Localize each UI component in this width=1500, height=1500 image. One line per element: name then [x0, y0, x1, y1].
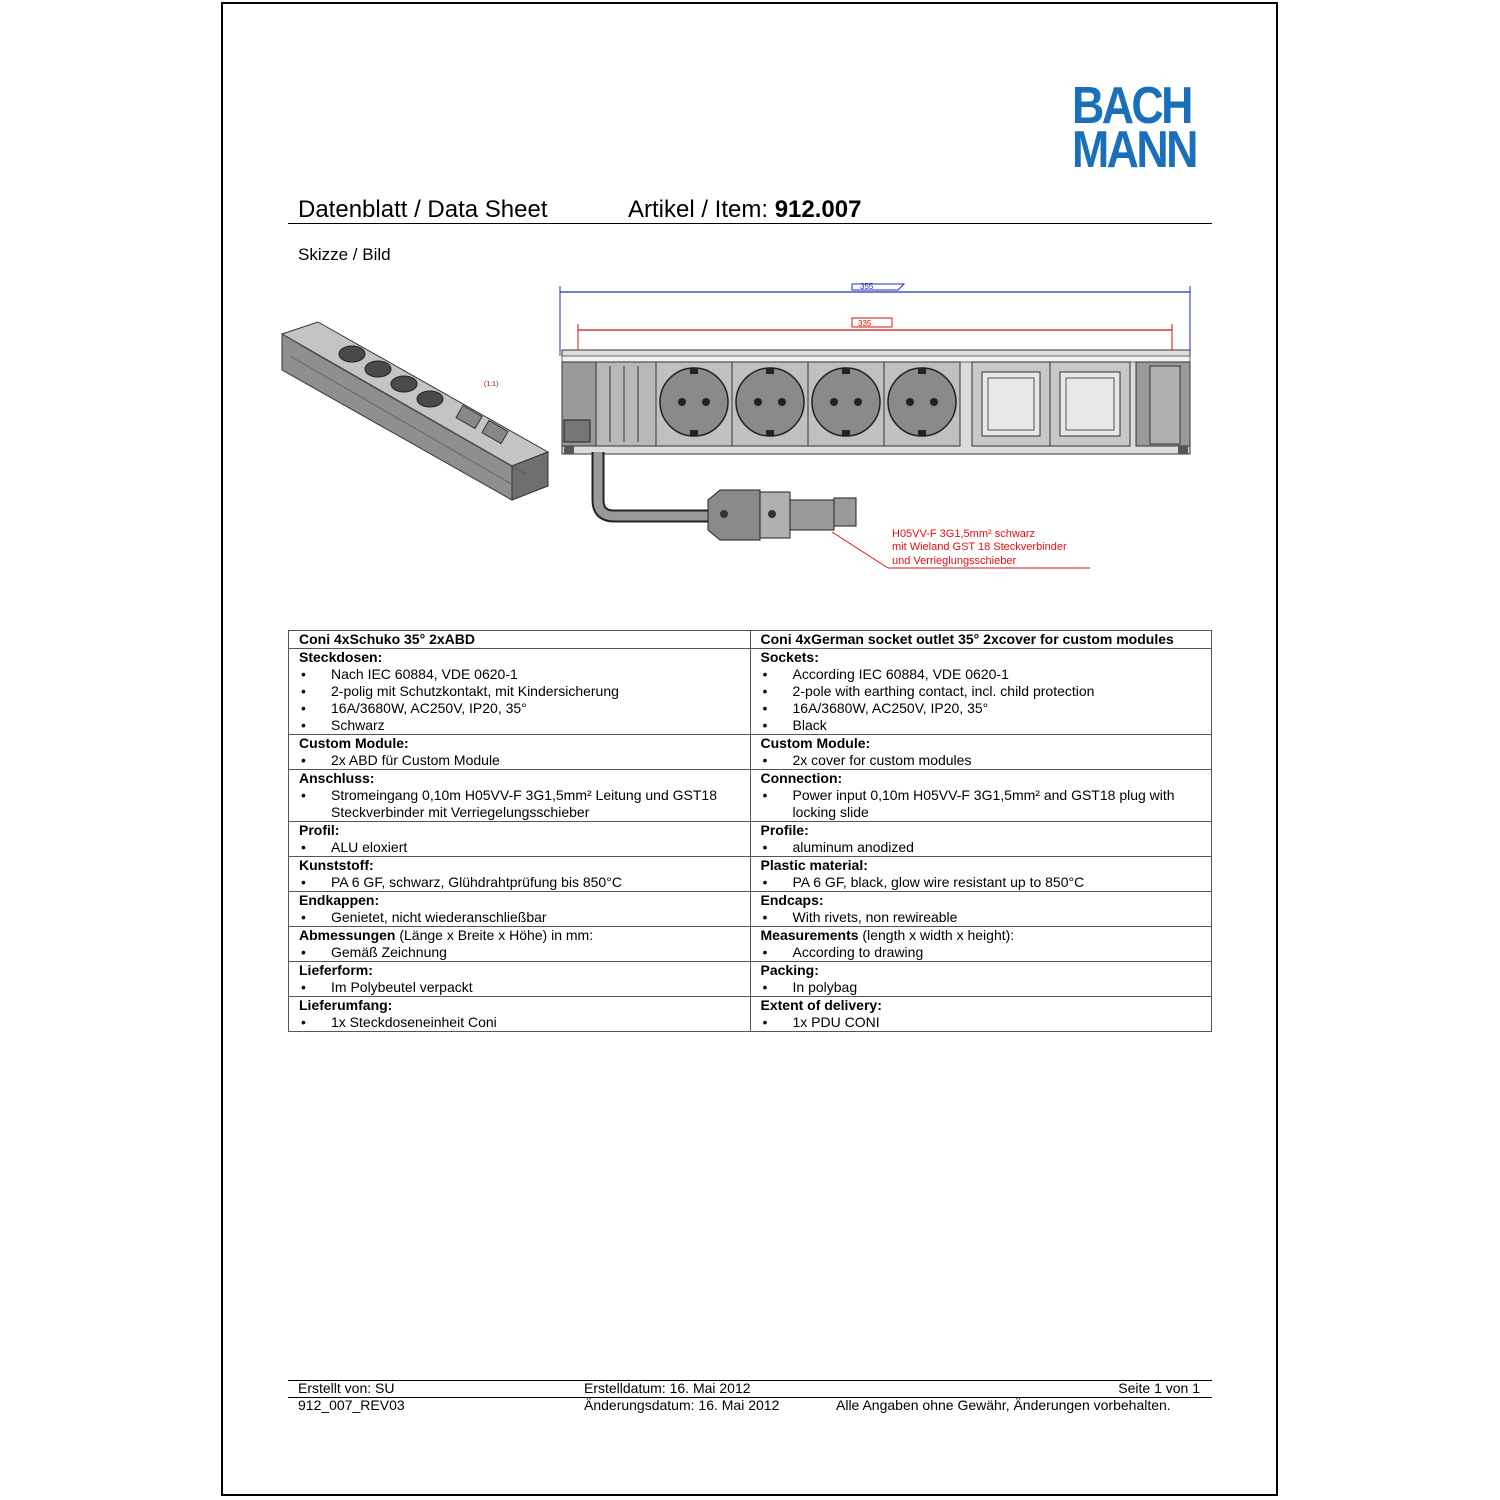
spec-bullet-item: • According IEC 60884, VDE 0620-1: [761, 666, 1212, 683]
spec-section-heading: [299, 735, 750, 752]
spec-cell-de: [289, 962, 751, 997]
spec-section-row: [289, 770, 1212, 822]
cable-annotation: [832, 528, 1090, 568]
spec-title-row: [289, 631, 1212, 649]
spec-cell-en: [750, 962, 1212, 997]
custom-module-cover-1: [972, 362, 1050, 446]
spec-section-heading: [299, 892, 750, 909]
spec-section-row: [289, 822, 1212, 857]
spec-cell-en: [750, 927, 1212, 962]
spec-cell-de: [289, 997, 751, 1032]
spec-bullet-item: • 16A/3680W, AC250V, IP20, 35°: [299, 700, 750, 717]
schuko-socket-2: [732, 362, 808, 446]
spec-bullet-item: • ALU eloxiert: [299, 839, 750, 856]
spec-section-title: Kunststoff:: [299, 857, 374, 873]
spec-bullet-item: • Im Polybeutel verpackt: [299, 979, 750, 996]
spec-section-row: [289, 892, 1212, 927]
product-drawing: [270, 270, 1210, 580]
spec-section-heading: [761, 735, 1212, 752]
spec-section-title: Sockets:: [760, 649, 819, 665]
spec-bullet-item: • 16A/3680W, AC250V, IP20, 35°: [761, 700, 1212, 717]
spec-section-heading: [761, 892, 1212, 909]
spec-section-title: Abmessungen: [299, 927, 396, 943]
spec-cell-de: [289, 770, 751, 822]
spec-section-heading: [299, 770, 750, 787]
spec-section-title: Profil:: [299, 822, 340, 838]
spec-section-title: Plastic material:: [760, 857, 868, 873]
spec-bullet-item: • aluminum anodized: [761, 839, 1212, 856]
spec-section-title: Extent of delivery:: [760, 997, 882, 1013]
spec-section-row: [289, 927, 1212, 962]
spec-bullet-item: • Black: [761, 717, 1212, 734]
spec-cell-en: [750, 997, 1212, 1032]
cable-connector: [598, 452, 856, 540]
spec-section-row: [289, 857, 1212, 892]
spec-bullet-item: • With rivets, non rewireable: [761, 909, 1212, 926]
footer-modified-date: Änderungsdatum: 16. Mai 2012: [584, 1397, 780, 1413]
bachmann-logo: [1072, 77, 1196, 179]
spec-section-heading: [761, 962, 1212, 979]
schuko-socket-1: [656, 362, 732, 446]
cable-note-3: und Verrieglungsschieber: [892, 555, 1017, 567]
dim-outer-label: 355: [860, 282, 874, 291]
spec-bullet-item: • Stromeingang 0,10m H05VV-F 3G1,5mm² Leitung und GST18 Steckverbinder mit Verriegelungsschieber: [299, 787, 750, 821]
dimension-lines: [560, 282, 1190, 356]
spec-section-title: Endcaps:: [760, 892, 824, 908]
footer-created-by: Erstellt von: SU: [298, 1380, 395, 1396]
spec-section-row: [289, 735, 1212, 770]
spec-cell-en: [750, 857, 1212, 892]
spec-section-title: Custom Module:: [760, 735, 871, 751]
spec-section-heading: [761, 822, 1212, 839]
spec-cell-en: [750, 649, 1212, 735]
spec-bullet-item: • 1x Steckdoseneinheit Coni: [299, 1014, 750, 1031]
spec-section-title: Endkappen:: [299, 892, 380, 908]
spec-section-heading: [299, 822, 750, 839]
spec-cell-de: [289, 857, 751, 892]
item-heading: [628, 196, 861, 224]
spec-section-title: Custom Module:: [299, 735, 409, 751]
spec-section-title: Measurements: [760, 927, 859, 943]
spec-section-heading: [761, 997, 1212, 1014]
spec-section-suffix: (length x width x height):: [858, 927, 1015, 943]
spec-section-row: [289, 962, 1212, 997]
cable-note-2: mit Wieland GST 18 Steckverbinder: [892, 541, 1067, 553]
document-title: Datenblatt / Data Sheet: [298, 196, 548, 223]
spec-section-title: Connection:: [760, 770, 843, 786]
spec-bullet-item: • 2x cover for custom modules: [761, 752, 1212, 769]
item-number: 912.007: [774, 196, 862, 223]
spec-section-heading: [761, 857, 1212, 874]
spec-section-title: Lieferumfang:: [299, 997, 393, 1013]
spec-bullet-item: • 2-polig mit Schutzkontakt, mit Kindersicherung: [299, 683, 750, 700]
spec-section-heading: [299, 927, 750, 944]
footer-created-date: Erstelldatum: 16. Mai 2012: [584, 1380, 751, 1396]
spec-section-title: Profile:: [760, 822, 809, 838]
item-label: Artikel / Item:: [628, 196, 769, 223]
spec-title-en: Coni 4xGerman socket outlet 35° 2xcover for custom modules: [750, 631, 1212, 649]
cable-note-1: H05VV-F 3G1,5mm² schwarz: [892, 528, 1036, 540]
spec-section-row: [289, 997, 1212, 1032]
spec-section-heading: [299, 997, 750, 1014]
logo-line-2: MANN: [1072, 121, 1196, 179]
spec-section-title: Packing:: [760, 962, 819, 978]
spec-section-heading: [299, 962, 750, 979]
logo-line-1: BACH: [1072, 77, 1191, 135]
spec-bullet-item: • Schwarz: [299, 717, 750, 734]
spec-section-heading: [761, 649, 1212, 666]
footer-disclaimer: Alle Angaben ohne Gewähr, Änderungen vorbehalten.: [836, 1397, 1171, 1413]
spec-cell-en: [750, 892, 1212, 927]
spec-bullet-item: • Gemäß Zeichnung: [299, 944, 750, 961]
spec-section-heading: [299, 857, 750, 874]
spec-bullet-item: • Power input 0,10m H05VV-F 3G1,5mm² and GST18 plug with locking slide: [761, 787, 1212, 821]
spec-section-title: Anschluss:: [299, 770, 375, 786]
isometric-view: [282, 322, 548, 500]
spec-section-heading: [761, 927, 1212, 944]
spec-bullet-item: • Genietet, nicht wiederanschließbar: [299, 909, 750, 926]
spec-section-heading: [761, 770, 1212, 787]
spec-bullet-item: • PA 6 GF, schwarz, Glühdrahtprüfung bis 850°C: [299, 874, 750, 891]
spec-cell-en: [750, 822, 1212, 857]
spec-bullet-item: • In polybag: [761, 979, 1212, 996]
spec-title-de: Coni 4xSchuko 35° 2xABD: [289, 631, 751, 649]
spec-cell-en: [750, 735, 1212, 770]
spec-cell-de: [289, 649, 751, 735]
section-sketch-title: Skizze / Bild: [298, 245, 391, 264]
spec-bullet-item: • 2x ABD für Custom Module: [299, 752, 750, 769]
front-view: [562, 350, 1190, 454]
dim-inner-label: 335: [858, 319, 872, 328]
spec-section-heading: [299, 649, 750, 666]
spec-section-title: Lieferform:: [299, 962, 373, 978]
spec-table: [288, 630, 1212, 1032]
schuko-socket-3: [808, 362, 884, 446]
spec-cell-de: [289, 735, 751, 770]
scale-note: (1:1): [484, 381, 499, 388]
spec-bullet-item: • According to drawing: [761, 944, 1212, 961]
spec-bullet-item: • PA 6 GF, black, glow wire resistant up to 850°C: [761, 874, 1212, 891]
spec-cell-de: [289, 927, 751, 962]
spec-section-suffix: (Länge x Breite x Höhe) in mm:: [395, 927, 594, 943]
spec-cell-de: [289, 892, 751, 927]
spec-section-row: [289, 649, 1212, 735]
spec-cell-en: [750, 770, 1212, 822]
custom-module-cover-2: [1050, 362, 1130, 446]
footer-revision: 912_007_REV03: [298, 1397, 405, 1413]
spec-cell-de: [289, 822, 751, 857]
spec-bullet-item: • Nach IEC 60884, VDE 0620-1: [299, 666, 750, 683]
footer-page: Seite 1 von 1: [1118, 1380, 1200, 1396]
spec-section-title: Steckdosen:: [299, 649, 383, 665]
schuko-socket-4: [884, 362, 960, 446]
header-rule: [288, 223, 1212, 224]
spec-bullet-item: • 1x PDU CONI: [761, 1014, 1212, 1031]
spec-bullet-item: • 2-pole with earthing contact, incl. child protection: [761, 683, 1212, 700]
